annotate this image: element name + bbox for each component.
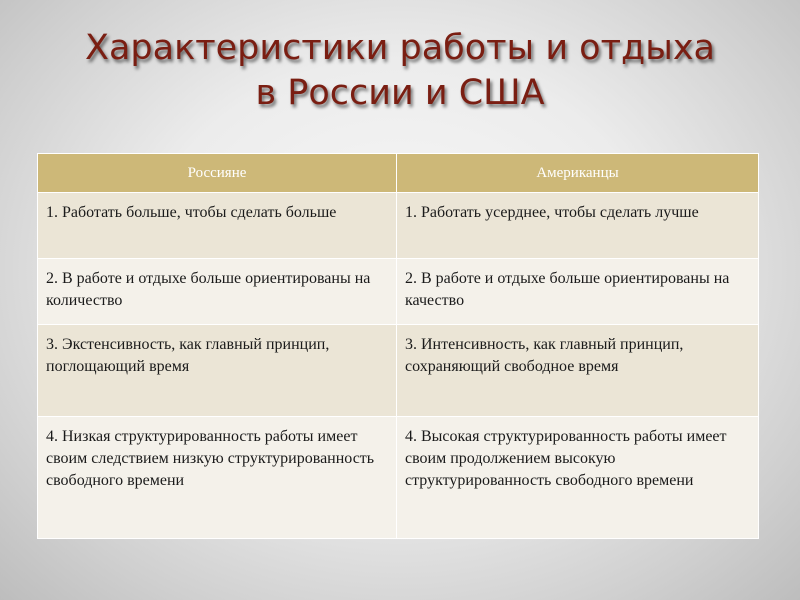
table-header-row bbox=[38, 154, 759, 193]
slide-title-line-2: в России и США bbox=[255, 73, 545, 113]
table-cell-russians: 1. Работать больше, чтобы сделать больше bbox=[38, 193, 397, 259]
column-header-russians: Россияне bbox=[38, 154, 397, 193]
table-cell-americans: 3. Интенсивность, как главный принцип, сохраняющий свободное время bbox=[397, 325, 759, 417]
table-cell-americans: 2. В работе и отдыхе больше ориентированы на качество bbox=[397, 259, 759, 325]
slide-title-line-1: Характеристики работы и отдыха bbox=[85, 28, 715, 68]
table-row bbox=[38, 417, 759, 539]
table-cell-russians: 2. В работе и отдыхе больше ориентированы на количество bbox=[38, 259, 397, 325]
table-cell-russians: 4. Низкая структурированность работы имеет своим следствием низкую структурированность свободного времени bbox=[38, 417, 397, 539]
table-row bbox=[38, 193, 759, 259]
column-header-americans: Американцы bbox=[397, 154, 759, 193]
table-row bbox=[38, 259, 759, 325]
table-cell-americans: 4. Высокая структурированность работы имеет своим продолжением высокую структурированность свободного времени bbox=[397, 417, 759, 539]
table-cell-americans: 1. Работать усерднее, чтобы сделать лучше bbox=[397, 193, 759, 259]
table-row bbox=[38, 325, 759, 417]
slide-title bbox=[0, 26, 800, 116]
table-cell-russians: 3. Экстенсивность, как главный принцип, поглощающий время bbox=[38, 325, 397, 417]
comparison-table bbox=[37, 153, 759, 539]
